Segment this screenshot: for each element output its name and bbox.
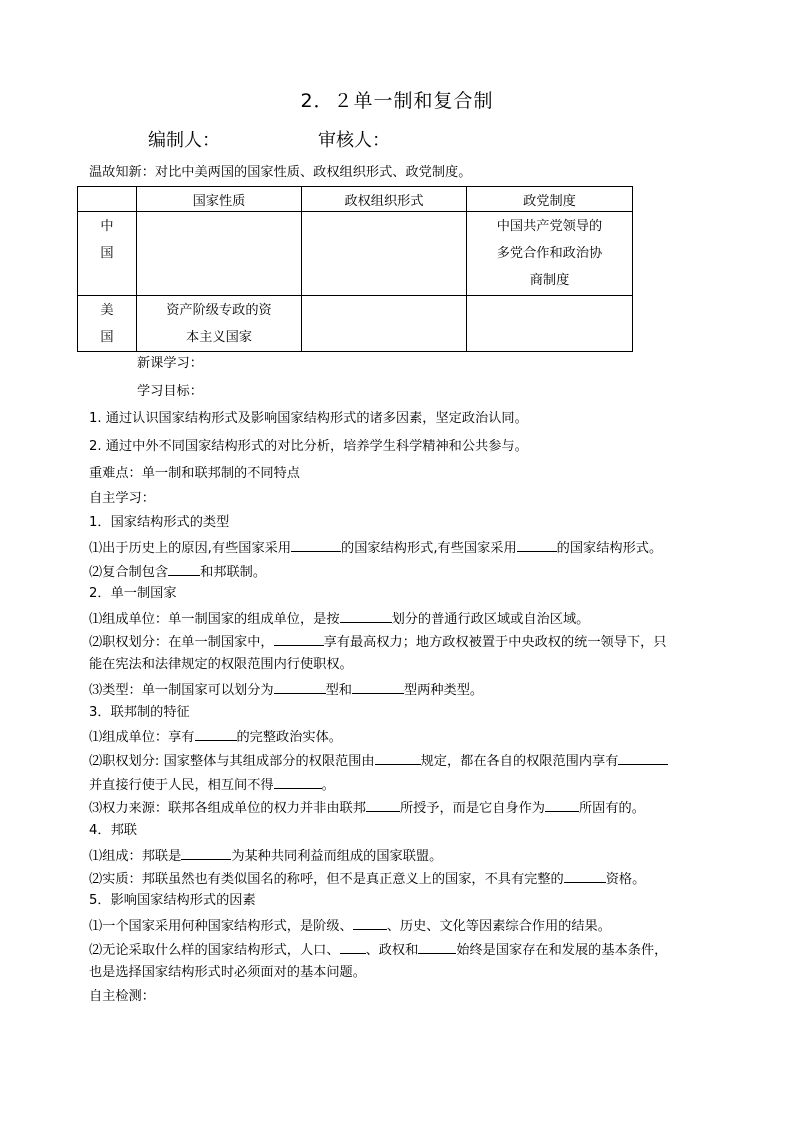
editor-label: 编制人： (148, 130, 220, 151)
fill-line: ⑵实质：邦联虽然也有类似国名的称呼，但不是真正意义上的国家，不具有完整的 资格。 (89, 869, 645, 889)
fill-line: ⑵无论采取什么样的国家结构形式，人口、 、政权和 始终是国家存在和发展的基本条件， (89, 940, 667, 960)
review-intro: 温故知新：对比中美两国的国家性质、政权组织形式、政党制度。 (89, 165, 472, 180)
fill-line: ⑵复合制包含 和邦联制。 (89, 562, 266, 582)
answer-blank[interactable] (375, 751, 421, 765)
section-heading: 5．影响国家结构形式的因素 (89, 893, 256, 908)
reviewer-label: 审核人： (318, 130, 390, 151)
comparison-table (77, 186, 633, 352)
fill-line: ⑴组成单位：享有 的完整政治实体。 (89, 727, 342, 747)
answer-blank[interactable] (353, 916, 387, 930)
section-heading: 4．邦联 (89, 823, 137, 838)
authors-row (148, 126, 390, 152)
answer-blank[interactable] (366, 798, 400, 812)
table-header-regime: 政权组织形式 (302, 187, 467, 212)
answer-blank[interactable] (418, 940, 456, 954)
answer-blank[interactable] (274, 775, 322, 789)
objective-item: 1. 通过认识国家结构形式及影响国家结构形式的诸多因素，坚定政治认同。 (89, 411, 528, 426)
answer-blank[interactable] (340, 609, 392, 623)
fill-line: ⑴组成：邦联是 为某种共同利益而组成的国家联盟。 (89, 846, 442, 866)
table-row (78, 296, 633, 352)
table-row (78, 212, 633, 296)
answer-blank[interactable] (291, 538, 341, 552)
answer-blank[interactable] (274, 680, 326, 694)
text-line: 也是选择国家结构形式时必须面对的基本问题。 (89, 965, 366, 980)
table-cell-regime (302, 212, 467, 296)
table-cell-country: 美 国 (78, 296, 137, 352)
answer-blank[interactable] (274, 632, 324, 646)
self-study-heading: 自主学习： (89, 491, 155, 506)
section-heading: 1．国家结构形式的类型 (89, 515, 230, 530)
fill-line: ⑵职权划分: 国家整体与其组成部分的权限范围由 规定，都在各自的权限范围内享有 (89, 751, 668, 771)
page-title: 2．２单一制和复合制 (300, 90, 494, 112)
objective-item: 2. 通过中外不同国家结构形式的对比分析，培养学生科学精神和公共参与。 (89, 439, 528, 454)
section-heading: 2．单一制国家 (89, 586, 177, 601)
answer-blank[interactable] (340, 940, 366, 954)
fill-line: ⑶权力来源：联邦各组成单位的权力并非由联邦 所授予，而是它自身作为 所固有的。 (89, 798, 645, 818)
table-header-row (78, 187, 633, 212)
table-header-corner (78, 187, 137, 212)
answer-blank[interactable] (195, 727, 237, 741)
table-cell-country: 中 国 (78, 212, 137, 296)
fill-line: ⑴一个国家采用何种国家结构形式，是阶级、 、历史、文化等因素综合作用的结果。 (89, 916, 611, 936)
section-heading: 3．联邦制的特征 (89, 705, 190, 720)
fill-line: ⑴出于历史上的原因,有些国家采用 的国家结构形式,有些国家采用 的国家结构形式。 (89, 538, 662, 558)
table-header-nature: 国家性质 (137, 187, 302, 212)
self-check-heading: 自主检测： (89, 989, 155, 1004)
fill-line: ⑶类型：单一制国家可以划分为 型和 型两种类型。 (89, 680, 483, 700)
table-cell-nature: 资产阶级专政的资 本主义国家 (137, 296, 302, 352)
answer-blank[interactable] (181, 846, 231, 860)
table-cell-regime (302, 296, 467, 352)
answer-blank[interactable] (517, 538, 557, 552)
table-header-party: 政党制度 (467, 187, 633, 212)
table-cell-nature (137, 212, 302, 296)
answer-blank[interactable] (618, 751, 668, 765)
table-cell-party (467, 296, 633, 352)
answer-blank[interactable] (545, 798, 579, 812)
answer-blank[interactable] (352, 680, 404, 694)
objectives-label: 学习目标： (137, 384, 203, 399)
key-points: 重难点：单一制和联邦制的不同特点 (89, 466, 300, 481)
answer-blank[interactable] (168, 562, 200, 576)
fill-line: ⑵职权划分：在单一制国家中， 享有最高权力；地方政权被置于中央政权的统一领导下，只 (89, 632, 667, 652)
new-lesson-heading: 新课学习： (137, 356, 203, 371)
answer-blank[interactable] (564, 869, 606, 883)
fill-line: 并直接行使于人民，相互间不得 。 (89, 775, 335, 795)
text-line: 能在宪法和法律规定的权限范围内行使职权。 (89, 657, 353, 672)
fill-line: ⑴组成单位：单一制国家的组成单位，是按 划分的普通行政区域或自治区域。 (89, 609, 589, 629)
table-cell-party: 中国共产党领导的 多党合作和政治协 商制度 (467, 212, 633, 296)
